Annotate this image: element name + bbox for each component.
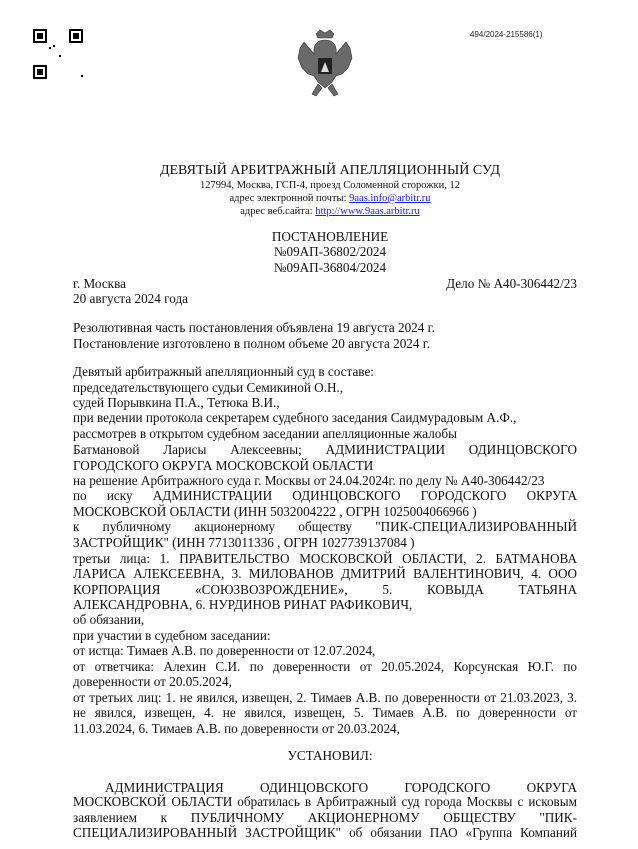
site-link[interactable]: http://www.9aas.arbitr.ru [315,206,420,217]
body-line: доверенности от 20.05.2024, [73,674,232,689]
body-line: Девятый арбитражный апелляционный суд в составе: [73,364,374,379]
court-email [60,192,600,205]
intro-line: Резолютивная часть постановления объявлена 19 августа 2024 г. [73,320,435,335]
date: 20 августа 2024 года [73,291,189,306]
body-line: ЛАРИСА АЛЕКСЕЕВНА, 3. МИЛОВАНОВ ДМИТРИЙ ВАЛЕНТИНОВИЧ, 4. ООО [73,566,577,581]
body-line: от третьих лиц: 1. не явился, извещен, 2. Тимаев А.В. по доверенности от 21.03.2023, 3. [73,690,577,705]
body-line: к публичному акционерному обществу "ПИК-СПЕЦИАЛИЗИРОВАННЫЙ [73,519,577,534]
case-number: Дело № А40-306442/23 [446,276,577,291]
body-line: не явился, извещен, 4. не явился, извещен, 5. Тимаев А.В. по доверенности от [73,705,577,720]
body-line: МОСКОВСКОЙ ОБЛАСТИ обратилась в Арбитражный суд города Москвы с исковым [73,794,577,809]
document-title: ПОСТАНОВЛЕНИЕ [271,229,389,244]
body-line: ГОРОДСКОГО ОКРУГА МОСКОВСКОЙ ОБЛАСТИ [73,458,374,473]
email-link[interactable]: 9aas.info@arbitr.ru [349,193,431,204]
body-line: СПЕЦИАЛИЗИРОВАННЫЙ ЗАСТРОЙЩИК" об обязании ПАО «Группа Компаний [73,825,577,840]
body-line: об обязании, [73,612,145,627]
coat-of-arms-emblem [296,28,354,100]
body-line: 11.03.2024, 6. Тимаев А.В. по доверенности от 20.03.2024, [73,721,400,736]
document-number: 494/2024-215586(1) [470,30,543,39]
body-line: МОСКОВСКОЙ ОБЛАСТИ (ИНН 5032004222 , ОГРН 1025004066966 ) [73,504,477,519]
body-line: на решение Арбитражного суда г. Москвы от 24.04.2024г. по делу № А40-306442/23 [73,473,545,488]
body-line: от истца: Тимаев А.В. по доверенности от 12.07.2024, [73,643,376,658]
body-line: рассмотрев в открытом судебном заседании апелляционные жалобы [73,426,457,441]
body-line: судей Порывкина П.А., Тетюка В.И., [73,395,280,410]
body-line: при ведении протокола секретарем судебного заседания Саидмурадовым А.Ф., [73,410,517,425]
body-line: АДМИНИСТРАЦИЯ ОДИНЦОВСКОГО ГОРОДСКОГО ОКРУГА [105,780,577,795]
body-line: ЗАСТРОЙЩИК" (ИНН 7713011336 , ОГРН 1027739137084 ) [73,535,415,550]
resolution-number-2: №09АП-36804/2024 [273,260,387,275]
site-label: адрес веб.сайта: [240,206,316,217]
intro-line: Постановление изготовлено в полном объеме 20 августа 2024 г. [73,336,431,351]
city: г. Москва [73,276,126,291]
established-heading: УСТАНОВИЛ: [287,748,373,763]
body-line: при участии в судебном заседании: [73,628,271,643]
qr-code [33,29,83,79]
email-label: адрес электронной почты: [229,193,350,204]
resolution-number-1: №09АП-36802/2024 [273,244,387,259]
body-line: Батмановой Ларисы Алексеевны; АДМИНИСТРАЦИИ ОДИНЦОВСКОГО [73,442,577,457]
body-line: заявлением к ПУБЛИЧНОМУ АКЦИОНЕРНОМУ ОБЩЕСТВУ "ПИК- [73,810,577,825]
body-line: АЛЕКСАНДРОВНА, 6. НУРДИНОВ РИНАТ РАФИКОВИЧ, [73,597,413,612]
body-line: председательствующего судьи Семикиной О.Н., [73,380,344,395]
body-line: третьи лица: 1. ПРАВИТЕЛЬСТВО МОСКОВСКОЙ ОБЛАСТИ, 2. БАТМАНОВА [73,551,577,566]
body-line: КОРПОРАЦИЯ «СОЮЗВОЗРОЖДЕНИЕ», 5. КОВЫДА ТАТЬЯНА [73,582,577,597]
body-line: от ответчика: Алехин С.И. по доверенности от 20.05.2024, Корсунская Ю.Г. по [73,659,577,674]
court-name: ДЕВЯТЫЙ АРБИТРАЖНЫЙ АПЕЛЛЯЦИОННЫЙ СУД [159,163,501,178]
court-site [60,205,600,218]
court-address: 127994, Москва, ГСП-4, проезд Соломенной сторожки, 12 [199,180,461,191]
body-line: по иску АДМИНИСТРАЦИИ ОДИНЦОВСКОГО ГОРОДСКОГО ОКРУГА [73,488,577,503]
